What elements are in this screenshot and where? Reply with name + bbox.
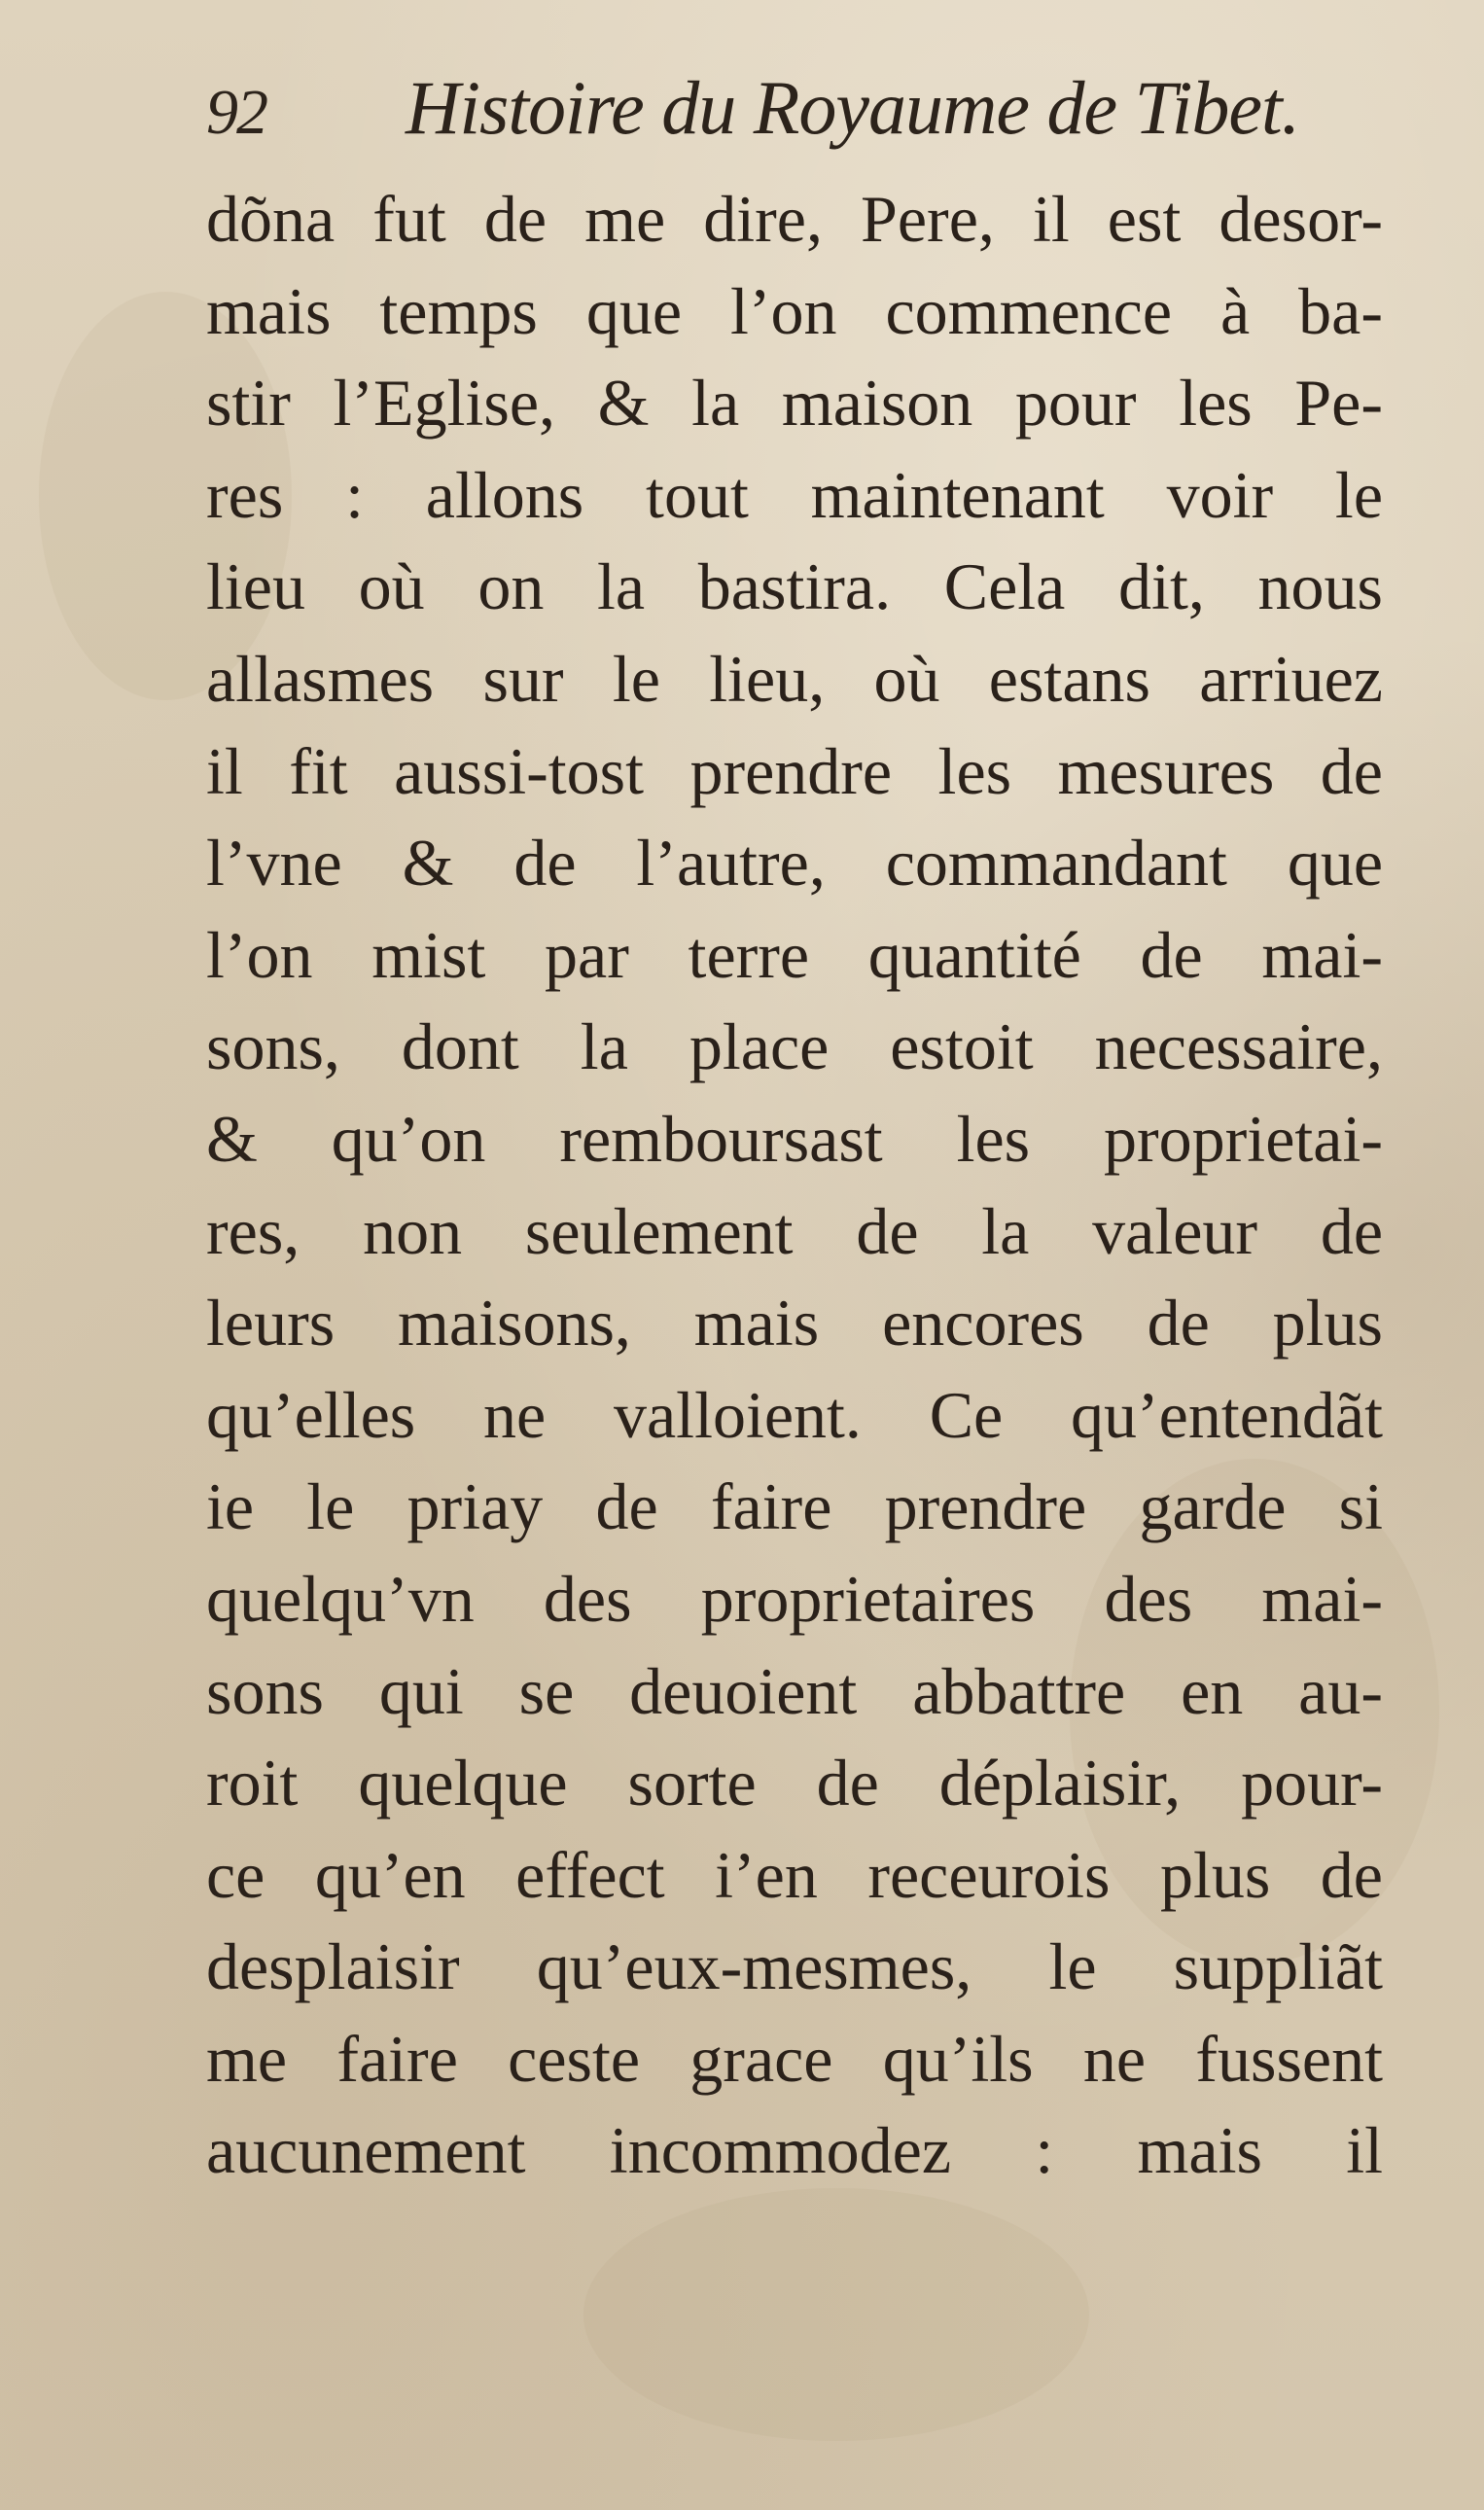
text-line: lieu où on la bastira. Cela dit, nous [206, 549, 1383, 624]
text-line: il fit aussi-tost prendre les mesures de [206, 733, 1383, 808]
text-line: l’on mist par terre quantité de mai- [206, 917, 1383, 992]
text-line: aucunement incommodez : mais il [206, 2113, 1383, 2188]
text-line: res, non seulement de la valeur de [206, 1193, 1383, 1268]
text-line: quelqu’vn des proprietaires des mai- [206, 1561, 1383, 1636]
text-line: res : allons tout maintenant voir le [206, 457, 1383, 532]
page-header [206, 58, 1344, 165]
text-line: me faire ceste grace qu’ils ne fussent [206, 2021, 1383, 2096]
text-line: desplaisir qu’eux-mesmes, le suppliãt [206, 1929, 1383, 2004]
text-line: & qu’on remboursast les proprietai- [206, 1101, 1383, 1176]
text-line: l’vne & de l’autre, commandant que [206, 826, 1383, 901]
page-number: 92 [206, 77, 266, 148]
text-line: ce qu’en effect i’en receurois plus de [206, 1837, 1383, 1912]
text-line: allasmes sur le lieu, où estans arriuez [206, 641, 1383, 716]
text-line: roit quelque sorte de déplaisir, pour- [206, 1746, 1383, 1821]
running-title: Histoire du Royaume de Tibet. [406, 65, 1300, 150]
text-line: qu’elles ne valloient. Ce qu’entendãt [206, 1377, 1383, 1452]
text-line: ie le priay de faire prendre garde si [206, 1469, 1383, 1544]
text-line: sons, dont la place estoit necessaire, [206, 1009, 1383, 1084]
text-line: sons qui se deuoient abbattre en au- [206, 1653, 1383, 1728]
text-line: dõna fut de me dire, Pere, il est desor- [206, 182, 1383, 256]
text-line: stir l’Eglise, & la maison pour les Pe- [206, 366, 1383, 441]
text-line: mais temps que l’on commence à ba- [206, 273, 1383, 348]
paper-stain [583, 2188, 1089, 2441]
body-text [206, 173, 1383, 2197]
text-line: leurs maisons, mais encores de plus [206, 1286, 1383, 1361]
